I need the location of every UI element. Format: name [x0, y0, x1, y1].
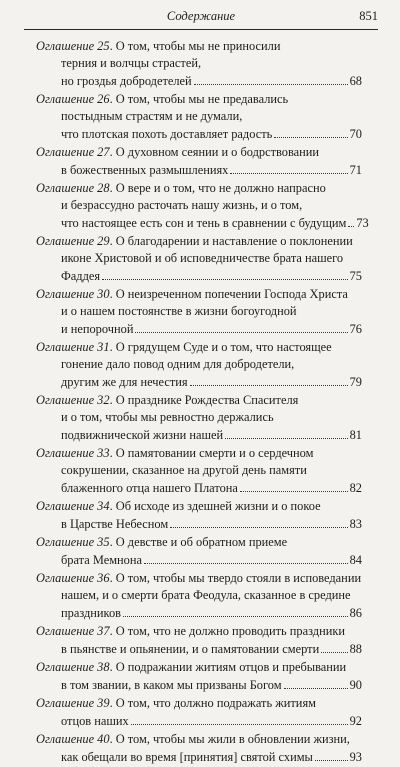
toc-entry-text [61, 162, 228, 179]
toc-entry-lead: Оглашение 29 [36, 234, 110, 248]
toc-entry-line [61, 125, 362, 142]
toc-entry-line-text: и безрассудно расточать нашу жизнь, и о том, [61, 198, 303, 212]
leader-dots [102, 267, 348, 280]
toc-entry-line-text: но гроздья добродетелей [61, 74, 192, 88]
leader-dots [284, 676, 348, 689]
toc-entry-line [61, 108, 362, 125]
toc-entry-line-text: и о нашем постоянстве в жизни богоугодной [61, 304, 297, 318]
toc-entry-line [36, 392, 362, 409]
toc-page-number: 76 [349, 322, 362, 336]
toc-page-number: 71 [349, 163, 362, 177]
toc-entry-line-text: . О том, что не должно проводить праздники [109, 624, 345, 638]
toc-entry-lead: Оглашение 34 [36, 499, 110, 513]
toc-entry [36, 339, 362, 390]
toc-entry-line [61, 604, 362, 621]
toc-entry-line-text: . О грядущем Суде и о том, что настоящее [109, 340, 332, 354]
leader-dots [315, 748, 348, 761]
toc-entry-line [61, 250, 362, 267]
toc-entry-line-text: терния и волчцы страстей, [61, 56, 202, 70]
toc-entry-line-text: отцов наших [61, 714, 129, 728]
toc-entry-lead: Оглашение 39 [36, 696, 110, 710]
toc-entry-line [36, 286, 362, 303]
toc-entry-text [61, 677, 282, 694]
leader-dots [194, 72, 348, 85]
toc-page-number: 82 [349, 481, 362, 495]
toc-page-number: 79 [349, 375, 362, 389]
toc-entry-lead: Оглашение 27 [36, 145, 110, 159]
toc-entry-lead: Оглашение 30 [36, 287, 110, 301]
toc-entry-line-text: . О празднике Рождества Спасителя [109, 393, 299, 407]
toc-entry-line [61, 409, 362, 426]
toc-entry-line-text: . О том, что должно подражать житиям [109, 696, 316, 710]
toc-entry [36, 233, 362, 284]
toc-entry-text [61, 713, 129, 730]
toc-entry-lead: Оглашение 33 [36, 446, 110, 460]
toc-entry-line-text: . О подражании житиям отцов и пребывании [109, 660, 347, 674]
toc-entry-lead: Оглашение 36 [36, 571, 110, 585]
running-header [24, 9, 378, 27]
toc-entry-line-text: как обещали во время [принятия] святой схимы [61, 750, 313, 764]
leader-dots [144, 551, 348, 564]
running-title: Содержание [166, 9, 236, 23]
toc-page-number: 86 [349, 606, 362, 620]
toc-entry [36, 286, 362, 337]
toc-entry-text [61, 73, 192, 90]
toc-entry-line [36, 570, 362, 587]
toc-entry-line [61, 748, 362, 765]
toc-entry-line-text: . О том, чтобы мы не приносили [109, 39, 281, 53]
toc-entry-line-text: другим же для нечестия [61, 375, 188, 389]
toc-entry-lead: Оглашение 31 [36, 340, 110, 354]
toc-entry-line-text: . О духовном сеянии и о бодрствовании [109, 145, 320, 159]
toc-entry-line [36, 534, 362, 551]
toc-entry-text [61, 215, 346, 232]
leader-dots [240, 479, 348, 492]
toc-entry-line [36, 233, 362, 250]
leader-dots [190, 373, 348, 386]
toc-entry-line-text: . О том, чтобы мы жили в обновлении жизни, [109, 732, 350, 746]
toc-entry-line [61, 426, 362, 443]
toc-entry [36, 498, 362, 532]
toc-entry-line-text: . О том, чтобы мы твердо стояли в исповедании [109, 571, 362, 585]
toc-page-number: 70 [349, 127, 362, 141]
toc-entry-text [61, 126, 272, 143]
toc-entry-line [61, 712, 362, 729]
toc-entry-lead: Оглашение 40 [36, 732, 110, 746]
leader-dots [135, 320, 347, 333]
toc-entry-line-text: . О том, чтобы мы не предавались [109, 92, 289, 106]
toc-entry-line [61, 303, 362, 320]
toc-entry-line [61, 479, 362, 496]
toc-entry-text [61, 427, 223, 444]
toc-entry-text [61, 321, 133, 338]
toc-entry-line-text: . О вере и о том, что не должно напрасно [109, 181, 326, 195]
leader-dots [230, 161, 347, 174]
toc-entry-line [61, 373, 362, 390]
toc-entry-line-text: . О памятовании смерти и о сердечном [109, 446, 314, 460]
page-number: 851 [359, 9, 378, 23]
toc-page-number: 73 [356, 216, 369, 230]
toc-entry-line [61, 161, 362, 178]
toc-entry-text [61, 268, 100, 285]
toc-page-number: 75 [349, 269, 362, 283]
toc-entry-line [36, 38, 362, 55]
toc-entry-line [61, 267, 362, 284]
toc-entry-line [61, 515, 362, 532]
toc-entry-lead: Оглашение 25 [36, 39, 110, 53]
toc-entry-line [61, 197, 362, 214]
toc-page-number: 83 [349, 517, 362, 531]
toc-entry-line [36, 180, 362, 197]
toc-entry-line-text: блаженного отца нашего Платона [61, 481, 238, 495]
toc-entry [36, 623, 362, 657]
leader-dots [123, 604, 348, 617]
toc-entry-line [61, 55, 362, 72]
toc-entry-line-text: в пьянстве и опьянении, и о памятовании смерти [61, 642, 320, 656]
toc-entry-line [36, 498, 362, 515]
toc-entry-lead: Оглашение 32 [36, 393, 110, 407]
toc-entry-line [36, 445, 362, 462]
toc-entry-line [36, 339, 362, 356]
toc-entry-text [61, 374, 188, 391]
toc-entry-line-text: в Царстве Небесном [61, 517, 169, 531]
toc-entry [36, 180, 369, 231]
toc-entry-line [36, 659, 362, 676]
toc-entry-line [36, 91, 362, 108]
leader-dots [225, 426, 347, 439]
toc-entry [36, 731, 362, 765]
leader-dots [170, 515, 347, 528]
toc-page-number: 81 [349, 428, 362, 442]
header-rule [24, 29, 378, 30]
toc-entry-line-text: праздников [61, 606, 121, 620]
toc-entry-line-text: брата Мемнона [61, 553, 142, 567]
toc-entry-line [36, 731, 362, 748]
toc-entry-line [36, 623, 362, 640]
toc-entry-line [36, 695, 362, 712]
toc-entry [36, 91, 362, 142]
toc-entry-line-text: гонение дало повод одним для добродетели, [61, 357, 295, 371]
toc-entry-lead: Оглашение 38 [36, 660, 110, 674]
toc-entry-line-text: . О благодарении и наставление о поклонении [109, 234, 353, 248]
leader-dots [321, 640, 347, 653]
toc-entry-line-text: сокрушении, сказанное на другой день памяти [61, 463, 307, 477]
toc-entry-line [61, 551, 362, 568]
toc-entry [36, 38, 362, 89]
toc-entry-lead: Оглашение 28 [36, 181, 110, 195]
toc-entry [36, 695, 362, 729]
toc-entry-text [61, 641, 319, 658]
toc-entry-line [61, 676, 362, 693]
toc-entry-line-text: Фаддея [61, 269, 101, 283]
toc-entry [36, 570, 362, 621]
leader-dots [348, 214, 354, 227]
toc-entry-line-text: в том звании, в каком мы призваны Богом [61, 678, 282, 692]
toc-entry-line-text: в божественных размышлениях [61, 163, 229, 177]
toc-entry-line [61, 320, 362, 337]
toc-entry-line [61, 72, 362, 89]
toc-page-number: 68 [349, 74, 362, 88]
toc-entry-text [61, 516, 168, 533]
table-of-contents [36, 38, 369, 767]
toc-entry-line [61, 587, 362, 604]
toc-page-number: 90 [349, 678, 362, 692]
toc-entry-line-text: подвижнической жизни нашей [61, 428, 224, 442]
leader-dots [274, 125, 347, 138]
toc-entry [36, 392, 362, 443]
toc-page-number: 92 [349, 714, 362, 728]
toc-entry [36, 534, 362, 568]
toc-entry-line [61, 214, 369, 231]
toc-entry-lead: Оглашение 35 [36, 535, 110, 549]
toc-entry-line-text: постыдным страстям и не думали, [61, 109, 243, 123]
toc-entry [36, 659, 362, 693]
toc-entry-line [61, 356, 362, 373]
toc-entry-line [36, 144, 362, 161]
toc-entry-lead: Оглашение 37 [36, 624, 110, 638]
toc-entry-text [61, 552, 142, 569]
toc-entry-line-text: что плотская похоть доставляет радость [61, 127, 273, 141]
toc-entry [36, 445, 362, 496]
toc-entry-line-text: . Об исходе из здешней жизни и о покое [109, 499, 321, 513]
toc-entry-line [61, 640, 362, 657]
toc-page-number: 84 [349, 553, 362, 567]
toc-page-number: 88 [349, 642, 362, 656]
leader-dots [131, 712, 348, 725]
toc-entry-text [61, 605, 121, 622]
toc-entry-line [61, 462, 362, 479]
toc-entry-line-text: . О неизреченном попечении Господа Христа [109, 287, 348, 301]
toc-entry-line-text: нашем, и о смерти брата Феодула, сказанное в средине [61, 588, 351, 602]
toc-entry-lead: Оглашение 26 [36, 92, 110, 106]
toc-page-number: 93 [349, 750, 362, 764]
toc-entry-text [61, 480, 238, 497]
toc-entry-text [61, 749, 313, 766]
toc-entry-line-text: . О девстве и об обратном приеме [109, 535, 288, 549]
toc-entry-line-text: что настоящее есть сон и тень в сравнении с будущим [61, 216, 347, 230]
toc-entry-line-text: и о том, чтобы мы ревностно держались [61, 410, 274, 424]
toc-entry [36, 144, 362, 178]
toc-entry-line-text: и непорочной [61, 322, 134, 336]
toc-entry-line-text: иконе Христовой и об исповедничестве брата нашего [61, 251, 344, 265]
